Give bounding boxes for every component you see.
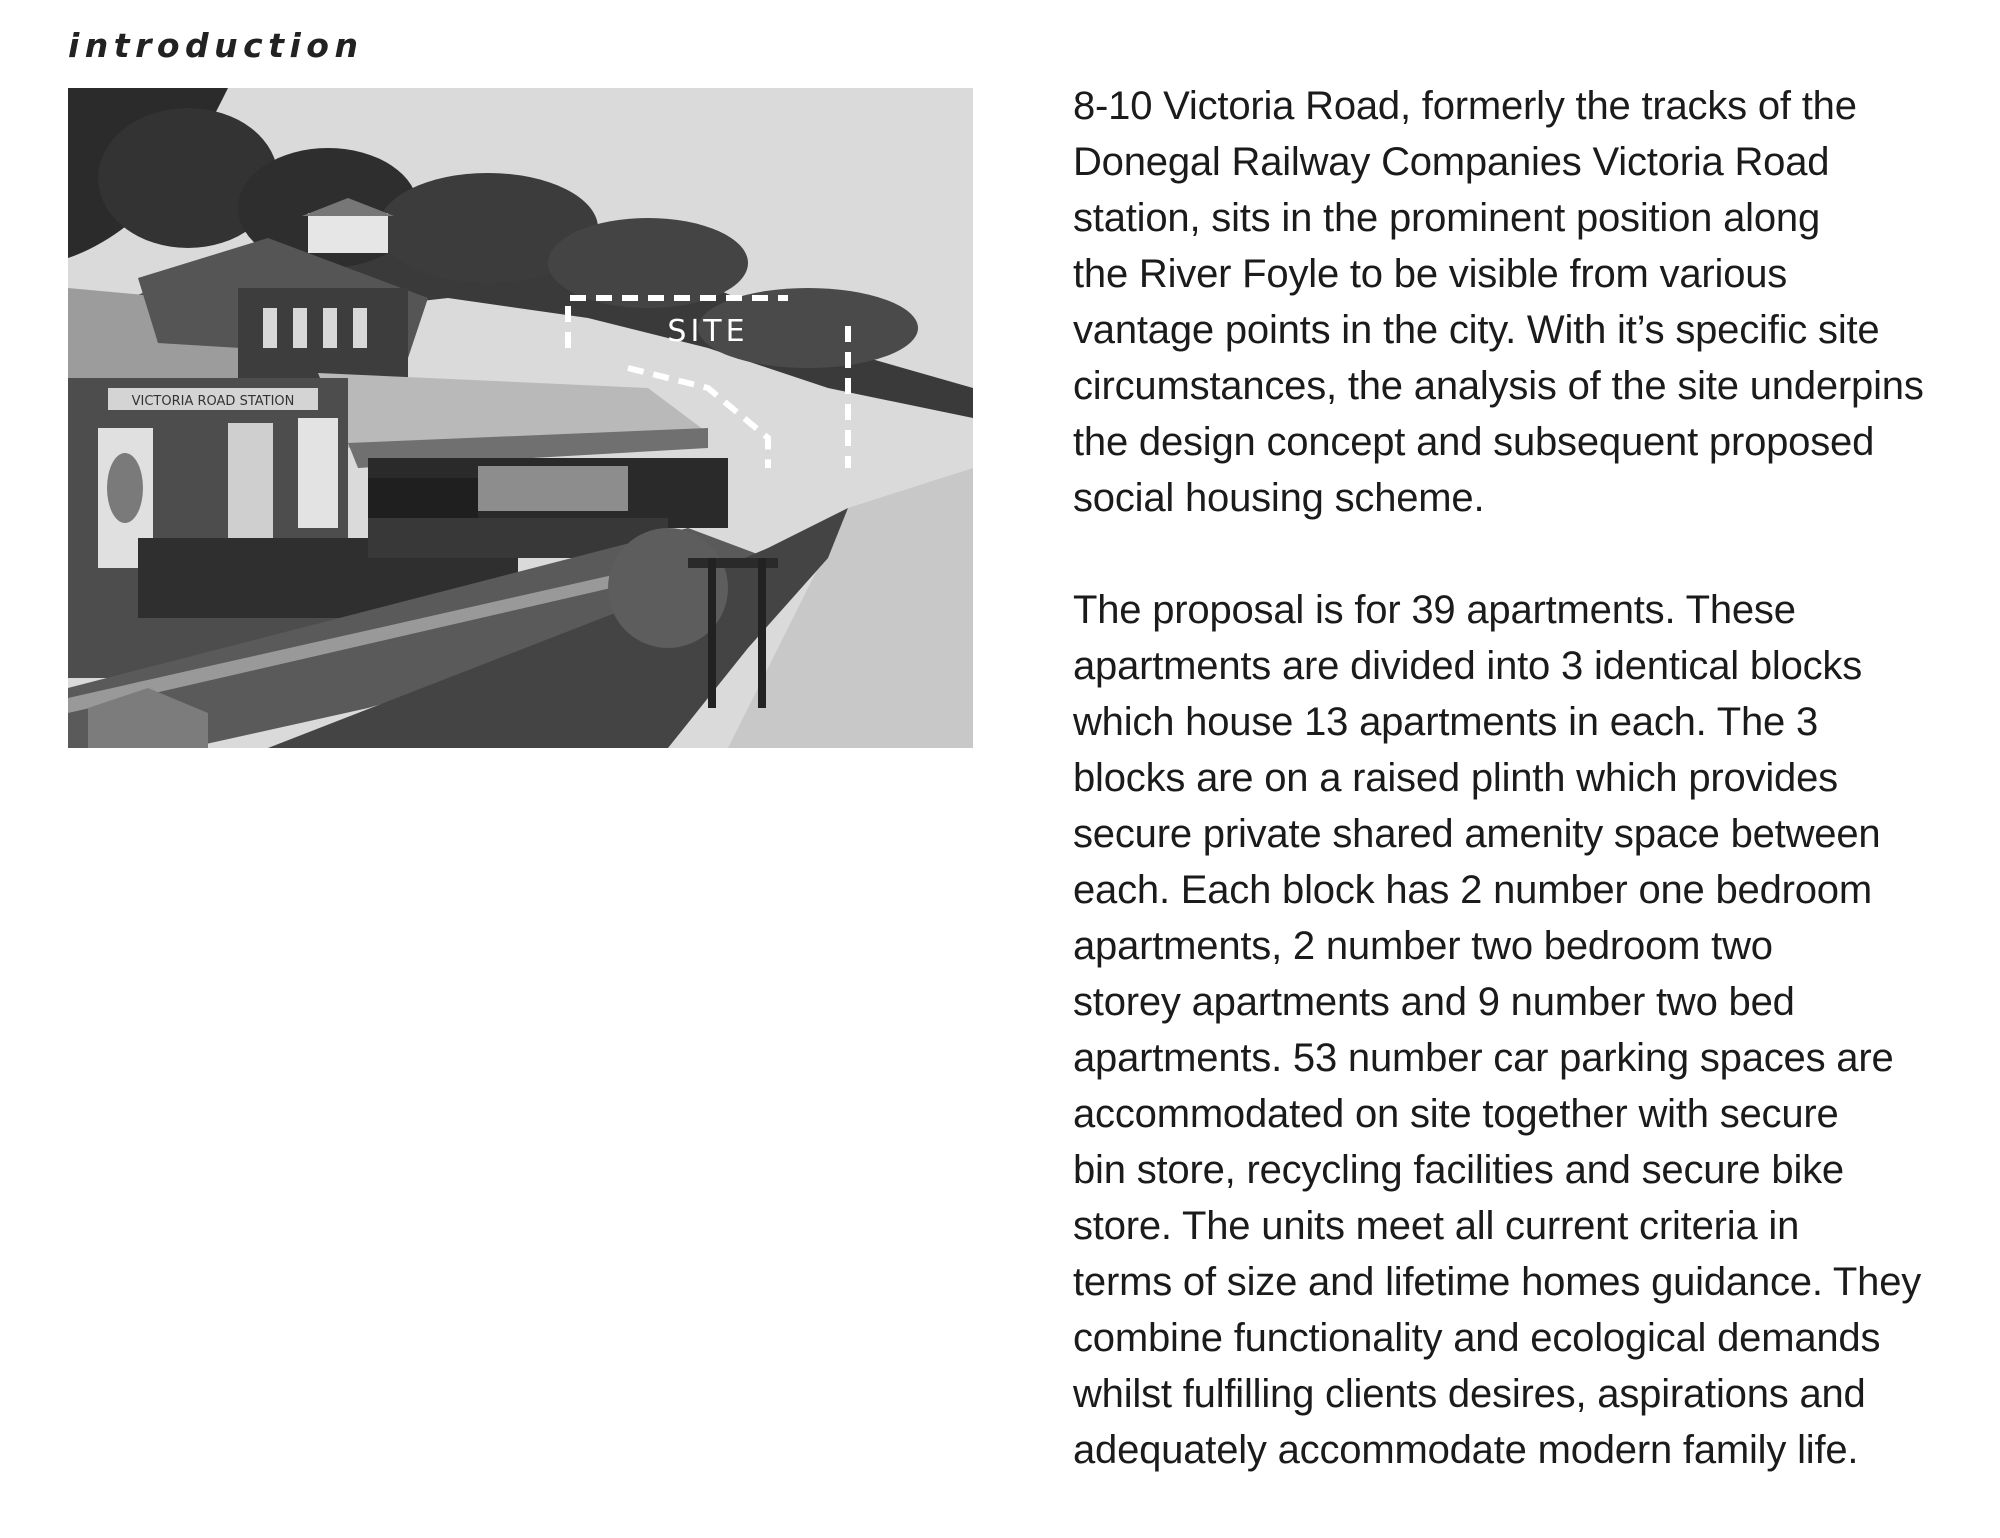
site-photo [68, 88, 973, 748]
station-sign-text: VICTORIA ROAD STATION [131, 394, 295, 409]
paragraph-proposal: The proposal is for 39 apartments. These apartments are divided into 3 identical blocks which house 13 apartments in each. The 3 blocks are on a raised plinth which provides secure private shared amenity space between each. Each block has 2 number one bedroom apartments, 2 number two bedroom two storey apartments and 9 number two bed apartments. 53 number car parking spaces are accommodated on site together with secure bin store, recycling facilities and secure bike store. The units meet all current criteria in terms of size and lifetime homes guidance. They combine functionality and ecological demands whilst fulfilling clients desires, aspirations and adequately accommodate modern family life. [1073, 588, 1922, 1472]
paragraph-site-description: 8-10 Victoria Road, formerly the tracks of the Donegal Railway Companies Victoria Road station, sits in the prominent position along the River Foyle to be visible from various vantage points in the city. With it’s specific site circumstances, the analysis of the site underpins the design concept and subsequent proposed social housing scheme. [1073, 84, 1924, 520]
site-label: SITE [667, 314, 749, 349]
introduction-text [1073, 78, 1973, 1534]
section-heading: introduction [68, 26, 364, 65]
site-photo-illustration [68, 88, 973, 748]
